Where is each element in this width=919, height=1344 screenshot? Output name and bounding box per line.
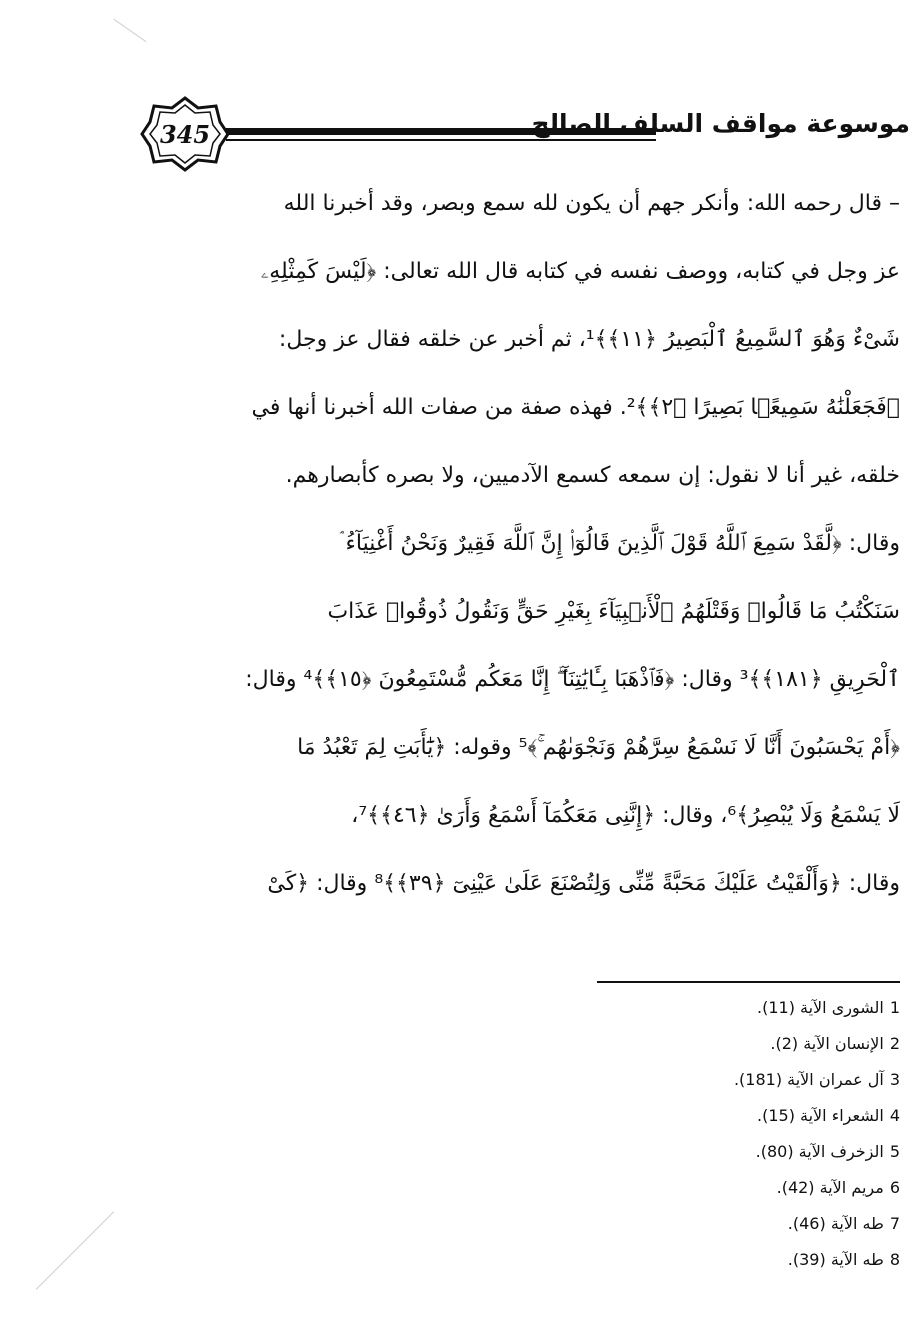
footnote-separator [597,981,900,983]
text-line [140,238,900,306]
text-line-content: ٱلْحَرِيقِ ﴿١٨١﴾﴾³ وقال: ﴿فَٱذْهَبَا بِـَٔايَٰتِنَآ ۖ إِنَّا مَعَكُم مُّسْتَمِعُونَ ﴿١٥﴾﴾⁴ وقال: [245,667,900,692]
page-number-badge [140,96,230,172]
text-line [140,374,900,442]
footnote-number: 1 [889,998,900,1017]
footnote [560,990,900,1026]
text-line-content: شَىْءٌ وَهُوَ ٱلسَّمِيعُ ٱلْبَصِيرُ ﴿١١﴾﴾¹، ثم أخبر عن خلقه فقال عز وجل: [278,327,900,352]
footnotes [560,990,900,1278]
page-header [140,96,910,172]
footnote [560,1026,900,1062]
footnote [560,1062,900,1098]
footnote-number: 3 [889,1070,900,1089]
main-text [140,170,900,918]
text-line-content: وقال: ﴿لَّقَدْ سَمِعَ ٱللَّهُ قَوْلَ ٱلَّذِينَ قَالُوٓا۟ إِنَّ ٱللَّهَ فَقِيرٌ وَنَحْنُ أَغْنِيَآءُ ۘ [340,531,900,556]
text-line [140,170,900,238]
scan-artifact-top-left [113,19,146,43]
footnote [560,1134,900,1170]
page-number: 345 [159,119,211,149]
text-line [140,782,900,850]
footnote-text: الشعراء الآية (15). [757,1106,884,1125]
footnote-number: 5 [889,1142,900,1161]
book-title: موسوعة مواقف السلف الصالح [531,109,910,138]
text-line-content: عز وجل في كتابه، ووصف نفسه في كتابه قال الله تعالى: ﴿لَيْسَ كَمِثْلِهِۦ [260,259,900,284]
footnote [560,1170,900,1206]
footnote-text: طه الآية (39). [787,1250,884,1269]
text-line-content: ﴿أَمْ يَحْسَبُونَ أَنَّا لَا نَسْمَعُ سِرَّهُمْ وَنَجْوَىٰهُم ۚ﴾⁵ وقوله: ﴿يَٰٓأَبَتِ لِمَ تَعْبُدُ مَا [297,735,900,760]
footnote [560,1206,900,1242]
scan-artifact-bottom-left [36,1211,114,1289]
text-line-content: خلقه، غير أنا لا نقول: إن سمعه كسمع الآدميين، ولا بصره كأبصارهم. [285,463,900,488]
text-line-content: لَا يَسْمَعُ وَلَا يُبْصِرُ﴾⁶، وقال: ﴿إِنَّنِى مَعَكُمَآ أَسْمَعُ وَأَرَىٰ ﴿٤٦﴾﴾⁷، [351,803,900,828]
footnote-text: مريم الآية (42). [776,1178,884,1197]
text-line [140,578,900,646]
text-line [140,510,900,578]
text-line [140,646,900,714]
text-line [140,714,900,782]
text-line [140,442,900,510]
footnote-number: 6 [889,1178,900,1197]
text-line-content: ﴿فَجَعَلْنَٰهُ سَمِيعًۢا بَصِيرًا ﴿٢﴾﴾². فهذه صفة من صفات الله أخبرنا أنها في [251,395,900,420]
footnote-text: الزخرف الآية (80). [755,1142,884,1161]
footnote [560,1098,900,1134]
footnote-text: الشورى الآية (11). [757,998,884,1017]
footnote-number: 4 [889,1106,900,1125]
text-line-content: – قال رحمه الله: وأنكر جهم أن يكون لله سمع وبصر، وقد أخبرنا الله [283,191,900,216]
footnote-number: 2 [889,1034,900,1053]
footnote-text: الإنسان الآية (2). [770,1034,884,1053]
footnote-number: 7 [889,1214,900,1233]
text-line [140,850,900,918]
text-line-content: وقال: ﴿وَأَلْقَيْتُ عَلَيْكَ مَحَبَّةً مِّنِّى وَلِتُصْنَعَ عَلَىٰ عَيْنِىٓ ﴿٣٩﴾﴾⁸ وقال: ﴿كَىْ [267,871,900,896]
footnote-text: طه الآية (46). [787,1214,884,1233]
footnote [560,1242,900,1278]
text-line-content: سَنَكْتُبُ مَا قَالُوا۟ وَقَتْلَهُمُ ٱلْأَنۢبِيَآءَ بِغَيْرِ حَقٍّ وَنَقُولُ ذُوقُوا۟ عَذَابَ [327,599,900,624]
text-line [140,306,900,374]
footnote-text: آل عمران الآية (181). [733,1070,884,1089]
footnote-number: 8 [889,1250,900,1269]
